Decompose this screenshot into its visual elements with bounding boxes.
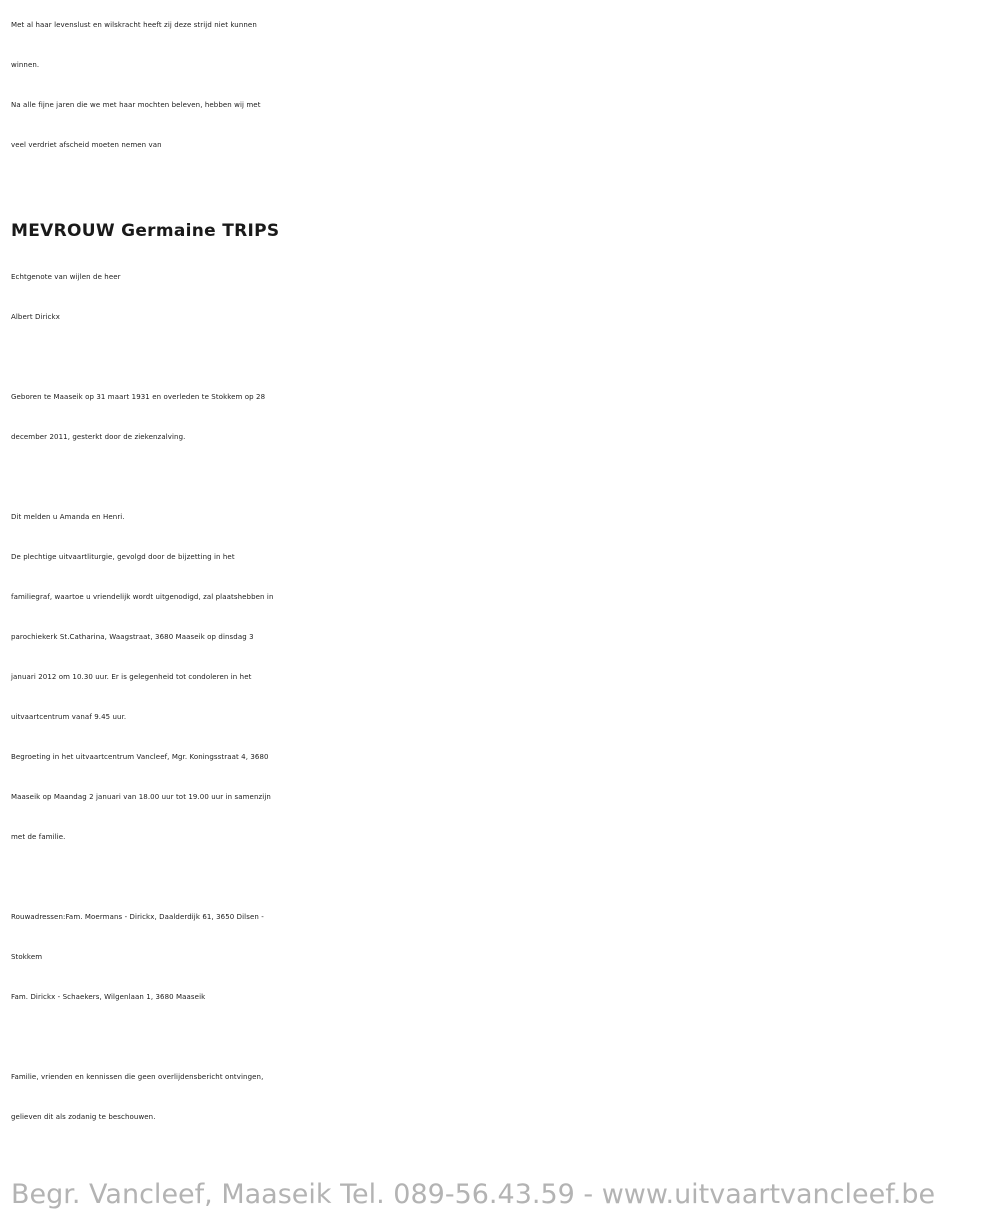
birth-death-paragraph xyxy=(11,377,1000,457)
announcement-line: familiegraf, waartoe u vriendelijk wordt uitgenodigd, zal plaatshebben in xyxy=(11,593,274,601)
paragraph-gap xyxy=(11,1017,1000,1057)
intro-line: veel verdriet afscheid moeten nemen van xyxy=(11,141,162,149)
paragraph-gap xyxy=(11,857,1000,897)
birth-death-line: december 2011, gesterkt door de ziekenzalving. xyxy=(11,433,186,441)
deceased-name: MEVROUW Germaine TRIPS xyxy=(11,221,280,241)
birth-death-line: Geboren te Maaseik op 31 maart 1931 en overleden te Stokkem op 28 xyxy=(11,393,266,401)
address-line: Fam. Dirickx - Schaekers, Wilgenlaan 1, 3680 Maaseik xyxy=(11,993,206,1001)
announcement-line: parochiekerk St.Catharina, Waagstraat, 3680 Maaseik op dinsdag 3 xyxy=(11,633,254,641)
spouse-line: Albert Dirickx xyxy=(11,313,60,321)
spouse-line: Echtgenote van wijlen de heer xyxy=(11,273,121,281)
announcement-line: Maaseik op Maandag 2 januari van 18.00 uur tot 19.00 uur in samenzijn xyxy=(11,793,271,801)
announcement-line: De plechtige uitvaartliturgie, gevolgd door de bijzetting in het xyxy=(11,553,235,561)
paragraph-gap xyxy=(11,337,1000,377)
paragraph-gap xyxy=(11,457,1000,497)
announcement-line: januari 2012 om 10.30 uur. Er is gelegenheid tot condoleren in het xyxy=(11,673,252,681)
closing-paragraph xyxy=(11,1057,1000,1137)
announcement-line: met de familie. xyxy=(11,833,66,841)
announcement-line: Begroeting in het uitvaartcentrum Vancleef, Mgr. Koningsstraat 4, 3680 xyxy=(11,753,269,761)
paragraph-gap xyxy=(11,165,1000,205)
announcement-paragraph xyxy=(11,497,1000,857)
funeral-home-footer: Begr. Vancleef, Maaseik Tel. 089-56.43.59 - www.uitvaartvancleef.be xyxy=(11,1179,936,1210)
closing-line: gelieven dit als zodanig te beschouwen. xyxy=(11,1113,156,1121)
intro-line: winnen. xyxy=(11,61,40,69)
address-line: Stokkem xyxy=(11,953,43,961)
announcement-line: Dit melden u Amanda en Henri. xyxy=(11,513,125,521)
intro-line: Na alle fijne jaren die we met haar mochten beleven, hebben wij met xyxy=(11,101,261,109)
address-line: Rouwadressen:Fam. Moermans - Dirickx, Daalderdijk 61, 3650 Dilsen - xyxy=(11,913,264,921)
closing-line: Familie, vrienden en kennissen die geen overlijdensbericht ontvingen, xyxy=(11,1073,264,1081)
announcement-line: uitvaartcentrum vanaf 9.45 uur. xyxy=(11,713,127,721)
spouse-info xyxy=(11,257,1000,337)
intro-line: Met al haar levenslust en wilskracht heeft zij deze strijd niet kunnen xyxy=(11,21,257,29)
intro-paragraph xyxy=(11,5,1000,165)
addresses-paragraph xyxy=(11,897,1000,1017)
